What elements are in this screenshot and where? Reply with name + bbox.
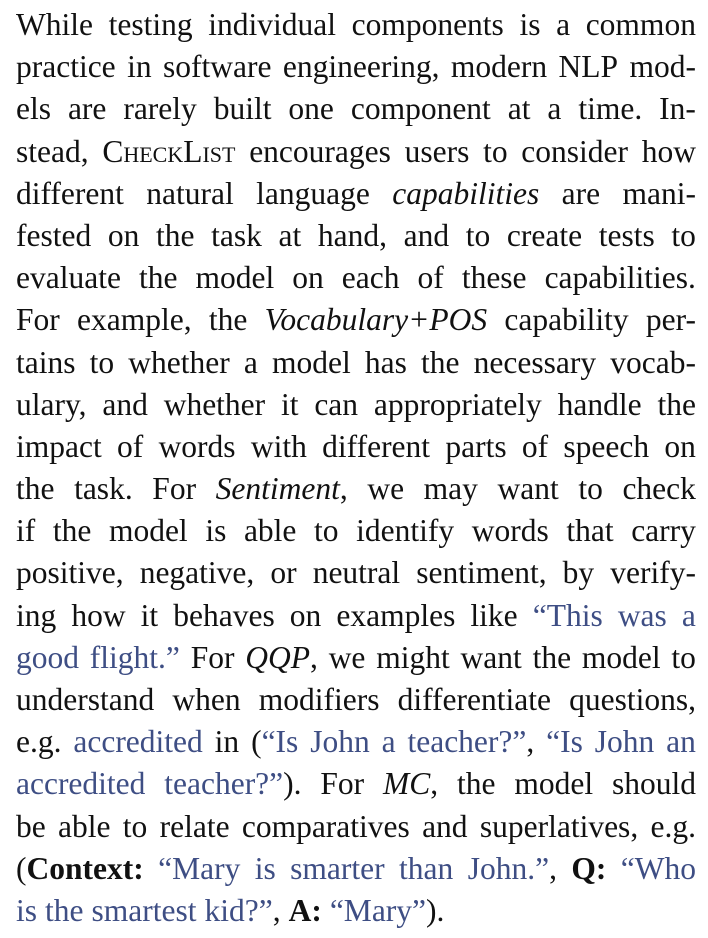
word: hand,: [317, 217, 387, 253]
word: rarely: [123, 91, 197, 127]
text-line: [16, 257, 696, 299]
word-part: ).: [283, 766, 302, 802]
word: the: [52, 513, 92, 549]
word: the: [421, 344, 460, 380]
word: should: [611, 766, 696, 802]
word: mani-: [622, 175, 696, 211]
word-part: ,: [430, 766, 439, 802]
word: evaluate: [16, 260, 121, 296]
word: that: [566, 513, 614, 549]
word: and: [422, 808, 468, 844]
word: on: [289, 597, 322, 633]
word-part: (: [16, 850, 27, 886]
word: to: [578, 471, 603, 507]
word: Q:: [571, 850, 607, 886]
text-line: [16, 806, 696, 848]
word: is: [519, 7, 541, 42]
word: ing: [16, 597, 57, 633]
word: model: [272, 344, 351, 380]
word: sentiment,: [416, 555, 547, 591]
word: are: [67, 91, 107, 127]
word: want: [497, 471, 559, 507]
word: are: [561, 175, 601, 211]
word: e.g.: [650, 808, 696, 844]
word-part: ,: [549, 850, 557, 886]
text-line: [16, 890, 696, 932]
word: at: [507, 91, 531, 127]
word: [164, 763, 301, 805]
word: to: [671, 639, 696, 675]
word-part: John.”: [467, 850, 550, 886]
word: to: [122, 808, 148, 844]
word: carry: [631, 513, 696, 549]
word: examples: [336, 597, 456, 633]
word: like: [470, 597, 518, 633]
word: modifiers: [258, 682, 380, 717]
word: on: [107, 217, 140, 253]
word: John: [594, 724, 655, 760]
word: to: [671, 217, 696, 253]
word: A:: [288, 892, 322, 928]
word: is: [205, 513, 227, 549]
word: [407, 721, 534, 763]
word: good: [16, 639, 79, 675]
word: impact: [16, 428, 102, 464]
word: NLP: [558, 49, 619, 85]
word: be: [16, 808, 46, 844]
text-line: [16, 679, 696, 721]
word: necessary: [473, 344, 597, 380]
word: model: [108, 513, 188, 549]
word: the: [532, 639, 572, 675]
word: at: [278, 217, 302, 253]
word: a: [547, 91, 562, 127]
word-part: “Mary”: [329, 892, 427, 928]
word-part: MC: [383, 766, 431, 802]
word: stead,: [16, 133, 89, 169]
word: a: [381, 724, 396, 760]
word: might: [376, 639, 450, 675]
word: tains: [16, 344, 76, 380]
word: understand: [16, 682, 155, 717]
word: the: [16, 471, 55, 507]
word: by: [562, 555, 595, 591]
word: to: [314, 513, 339, 549]
word: has: [364, 344, 407, 380]
word: the: [208, 302, 248, 338]
word: smarter: [290, 850, 385, 886]
word-part: teacher?”: [407, 724, 527, 760]
word: [251, 721, 298, 763]
text-line: [16, 763, 696, 805]
text-line: [16, 299, 696, 341]
word: different: [16, 175, 124, 211]
text-line: [16, 131, 696, 173]
word: verify-: [610, 555, 696, 591]
word: practice: [16, 49, 116, 85]
word: when: [172, 682, 241, 717]
word: capabilities: [392, 175, 540, 211]
word: per-: [645, 302, 696, 338]
word: words: [471, 513, 549, 549]
word-part: “Is: [261, 724, 299, 760]
word: the: [45, 892, 84, 928]
word: positive,: [16, 555, 124, 591]
word: natural: [146, 175, 234, 211]
word: able: [58, 808, 111, 844]
text-line: [16, 721, 696, 763]
word: vocab-: [610, 344, 696, 380]
word: For: [16, 302, 60, 338]
word: [330, 890, 445, 932]
word: it: [140, 597, 159, 633]
word: check: [622, 471, 696, 507]
word: software: [163, 49, 272, 85]
word: Vocabulary+POS: [264, 302, 488, 338]
word: can: [314, 386, 359, 422]
text-line: [16, 468, 696, 510]
word: identify: [356, 513, 455, 549]
word: individual: [208, 7, 336, 42]
word: the: [156, 217, 195, 253]
word: the: [457, 766, 496, 802]
word: For: [320, 766, 365, 802]
word: if: [16, 513, 36, 549]
word: “This: [532, 597, 603, 633]
word: to: [483, 133, 508, 169]
text-line: [16, 848, 696, 890]
word: behaves: [173, 597, 275, 633]
text-line: [16, 510, 696, 552]
word: how: [71, 597, 126, 633]
word: and: [403, 217, 450, 253]
word: in: [214, 724, 240, 760]
word: While: [16, 7, 93, 42]
word-part: ).: [426, 892, 445, 928]
word: differentiate: [397, 682, 551, 717]
text-line: [16, 215, 696, 257]
word: task.: [74, 471, 133, 507]
word: In-: [659, 91, 696, 127]
word-part: ,: [272, 892, 281, 928]
word: “Mary: [158, 850, 241, 886]
word-part: ,: [526, 724, 535, 760]
text-line: [16, 88, 696, 130]
word: it: [280, 386, 299, 422]
word-part: ,: [339, 471, 348, 507]
word: is: [16, 892, 38, 928]
word: is: [254, 850, 276, 886]
word: ulary,: [16, 386, 87, 422]
word-part: (: [251, 724, 262, 760]
word-part: kid?”: [204, 892, 273, 928]
text-line: [16, 46, 696, 88]
word: For: [152, 471, 197, 507]
text-line: [16, 552, 696, 594]
word: these: [461, 260, 527, 296]
word: of: [521, 428, 549, 464]
word: different: [322, 428, 431, 464]
word: or: [270, 555, 297, 591]
word: [16, 848, 144, 890]
word: was: [617, 597, 667, 633]
word: smartest: [91, 892, 197, 928]
word: the: [138, 260, 178, 296]
word: flight.”: [89, 639, 180, 675]
word: model: [581, 639, 661, 675]
word: a: [681, 597, 696, 633]
word-part: Context:: [26, 850, 144, 886]
word-part: ,: [310, 639, 318, 675]
word: speech: [563, 428, 650, 464]
word: e.g.: [16, 724, 62, 760]
word: create: [506, 217, 583, 253]
word: CheckList: [102, 133, 236, 169]
word-part: teacher?”: [164, 766, 284, 802]
word: built: [213, 91, 272, 127]
word: For: [190, 639, 235, 675]
word: model: [514, 766, 594, 802]
text-line: [16, 637, 696, 679]
word: an: [666, 724, 696, 760]
word: able: [243, 513, 297, 549]
text-line: [16, 595, 696, 637]
word: neutral: [312, 555, 401, 591]
word: els: [16, 91, 51, 127]
text-line: [16, 384, 696, 426]
word: parts: [445, 428, 507, 464]
word: components: [351, 7, 504, 42]
word: accredited: [16, 766, 146, 802]
word: questions,: [569, 682, 696, 717]
word: words: [158, 428, 236, 464]
text-line: [16, 4, 696, 46]
word: fested: [16, 217, 92, 253]
word: mod-: [629, 49, 696, 85]
word: example,: [77, 302, 192, 338]
word: engineering,: [282, 49, 440, 85]
word: appropriately: [373, 386, 542, 422]
word: negative,: [139, 555, 255, 591]
word: of: [417, 260, 444, 296]
word: we: [328, 639, 366, 675]
word: handle: [557, 386, 642, 422]
word: testing: [108, 7, 193, 42]
word: with: [250, 428, 307, 464]
word: model: [195, 260, 275, 296]
word: consider: [521, 133, 629, 169]
word: task: [211, 217, 262, 253]
word: to: [465, 217, 491, 253]
word: a: [556, 7, 571, 42]
word: we: [367, 471, 405, 507]
word: component: [350, 91, 491, 127]
word: a: [243, 344, 258, 380]
word: than: [399, 850, 454, 886]
word: common: [585, 7, 696, 42]
word: “Is: [546, 724, 583, 760]
word: “Who: [620, 850, 696, 886]
word: comparatives: [241, 808, 410, 844]
word: on: [292, 260, 324, 296]
word: and: [102, 386, 148, 422]
word: want: [460, 639, 522, 675]
word: capabilities.: [544, 260, 696, 296]
word: in: [127, 49, 152, 85]
word: superlatives,: [479, 808, 639, 844]
word: tests: [598, 217, 655, 253]
word: [383, 763, 438, 805]
word: whether: [163, 386, 266, 422]
word: [245, 637, 318, 679]
word-part: Sentiment: [215, 471, 340, 507]
word: each: [341, 260, 400, 296]
word: capability: [504, 302, 629, 338]
word-part: QQP: [245, 639, 311, 675]
word: one: [288, 91, 334, 127]
word: John: [310, 724, 370, 760]
word: [468, 848, 557, 890]
word: how: [641, 133, 696, 169]
word: [216, 468, 348, 510]
word: encourages: [249, 133, 391, 169]
word: relate: [159, 808, 230, 844]
word: of: [117, 428, 144, 464]
word: the: [657, 386, 696, 422]
word: language: [256, 175, 370, 211]
word: may: [423, 471, 478, 507]
text-line: [16, 426, 696, 468]
word: users: [404, 133, 470, 169]
text-line: [16, 342, 696, 384]
text-line: [16, 173, 696, 215]
word: to: [89, 344, 115, 380]
word: whether: [128, 344, 230, 380]
word: modern: [450, 49, 548, 85]
word: time.: [578, 91, 643, 127]
word: [204, 890, 280, 932]
word: on: [664, 428, 696, 464]
word: accredited: [73, 724, 203, 760]
